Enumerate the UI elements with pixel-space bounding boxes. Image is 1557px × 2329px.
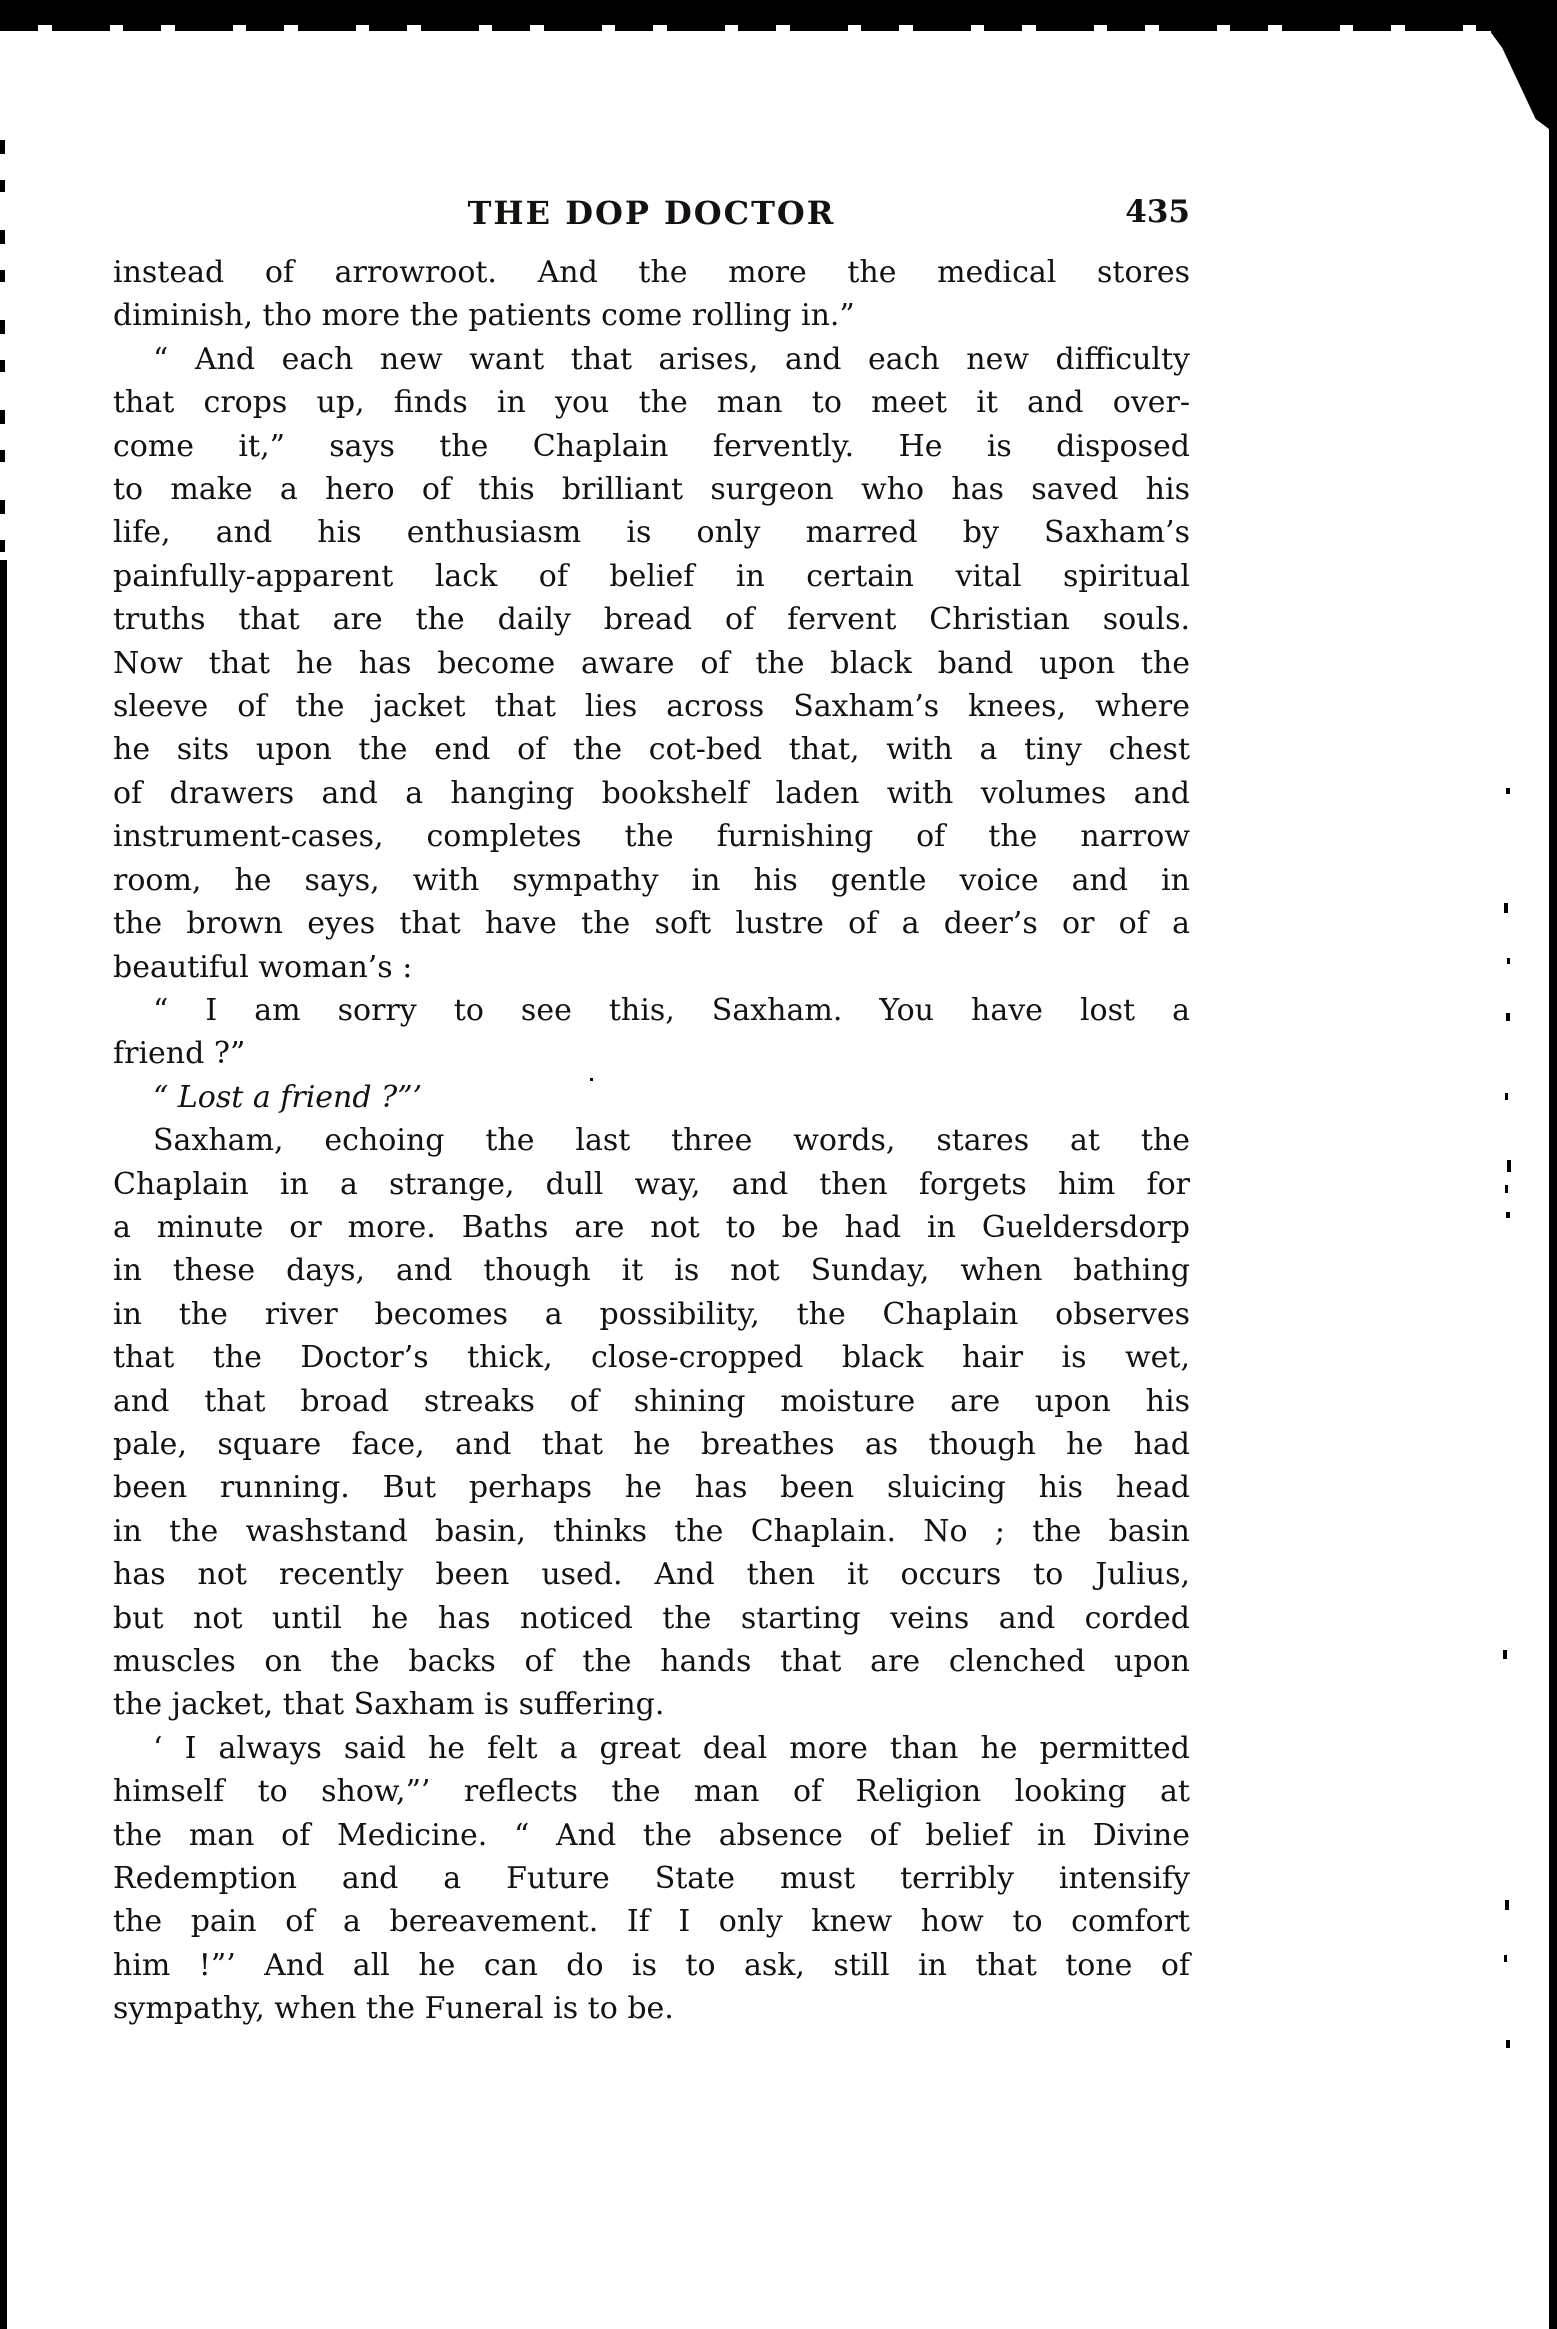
text-line: the jacket, that Saxham is suffering. [113,1687,665,1723]
text-line: has not recently been used. And then it occurs to Julius, [113,1557,1190,1593]
text-line: room, he says, with sympathy in his gentle voice and in [113,862,1190,898]
text-line: in these days, and though it is not Sunday, when bathing [113,1253,1190,1289]
scan-speckle [1506,788,1510,794]
scan-speckle [1504,1955,1507,1962]
scan-edge-top-ragged [0,25,1557,31]
text-line: the pain of a bereavement. If I only knew how to comfort [113,1904,1190,1940]
text-line: friend ?” [113,1036,246,1072]
text-line: the brown eyes that have the soft lustre of a deer’s or of a [113,906,1190,942]
page-text [113,251,1190,2031]
text-line: that the Doctor’s thick, close-cropped black hair is wet, [113,1340,1190,1376]
text-line: and that broad streaks of shining moisture are upon his [113,1383,1190,1419]
text-line: in the river becomes a possibility, the Chaplain observes [113,1296,1190,1332]
text-line: beautiful woman’s : [113,949,413,985]
text-line: the man of Medicine. “ And the absence of belief in Divine [113,1817,1190,1853]
text-line: ‘ I always said he felt a great deal more than he permitted [153,1730,1190,1766]
text-line: Saxham, echoing the last three words, stares at the [153,1123,1190,1159]
text-line: Redemption and a Future State must terribly intensify [113,1861,1190,1897]
text-line: truths that are the daily bread of fervent Christian souls. [113,602,1190,638]
text-line: he sits upon the end of the cot-bed that, with a tiny chest [113,732,1190,768]
text-line: sleeve of the jacket that lies across Saxham’s knees, where [113,689,1190,725]
text-line: Now that he has become aware of the black band upon the [113,645,1190,681]
scan-corner-blob [1491,24,1553,132]
text-line: instead of arrowroot. And the more the medical stores [113,255,1190,290]
text-line: “ And each new want that arises, and each new difficulty [153,341,1190,377]
scan-speckle [1505,1093,1508,1100]
scan-speckle [1505,1185,1508,1193]
text-line: that crops up, finds in you the man to meet it and over- [113,385,1190,421]
scan-speckle [1507,958,1510,964]
text-line: muscles on the backs of the hands that are clenched upon [113,1644,1190,1679]
text-line: to make a hero of this brilliant surgeon who has saved his [113,472,1190,508]
scan-speckle [1507,1160,1511,1172]
text-line: “ I am sorry to see this, Saxham. You have lost a [153,992,1190,1028]
scan-speckle [1504,903,1508,913]
text-line: in the washstand basin, thinks the Chaplain. No ; the basin [113,1513,1190,1549]
scan-speckle [1506,1013,1510,1021]
page-number: 435 [1125,194,1190,230]
text-line: painfully-apparent lack of belief in certain vital spiritual [113,558,1190,594]
text-line: pale, square face, and that he breathes as though he had [113,1426,1190,1462]
page-header [113,194,1190,234]
text-line: himself to show,”’ reflects the man of Religion looking at [113,1774,1190,1810]
text-line: instrument-cases, completes the furnishing of the narrow [113,819,1190,855]
scan-speckle [1503,1650,1507,1659]
text-line: diminish, tho more the patients come rolling in.” [113,298,855,334]
scan-speckle [1505,1900,1509,1910]
text-line: of drawers and a hanging bookshelf laden with volumes and [113,775,1190,811]
scan-edge-top [0,0,1557,25]
text-line: a minute or more. Baths are not to be had in Gueldersdorp [113,1209,1190,1245]
scan-speckle [1506,2040,1510,2048]
text-line: but not until he has noticed the starting veins and corded [113,1600,1190,1636]
text-line: sympathy, when the Funeral is to be. [113,1991,674,2027]
text-line: Chaplain in a strange, dull way, and then forgets him for [113,1166,1190,1202]
text-line: been running. But perhaps he has been sluicing his head [113,1470,1190,1506]
scan-edge-left-ragged [0,140,5,560]
text-line: life, and his enthusiasm is only marred by Saxham’s [113,515,1190,551]
text-line: him !”’ And all he can do is to ask, still in that tone of [113,1947,1190,1983]
scan-edge-left [0,560,7,2329]
running-title: THE DOP DOCTOR [467,194,836,232]
scan-speckle [1506,1212,1510,1218]
text-line: come it,” says the Chaplain fervently. He is disposed [113,428,1190,464]
scan-edge-right [1549,0,1557,2329]
text-line: “ Lost a friend ?”’ [153,1079,423,1115]
